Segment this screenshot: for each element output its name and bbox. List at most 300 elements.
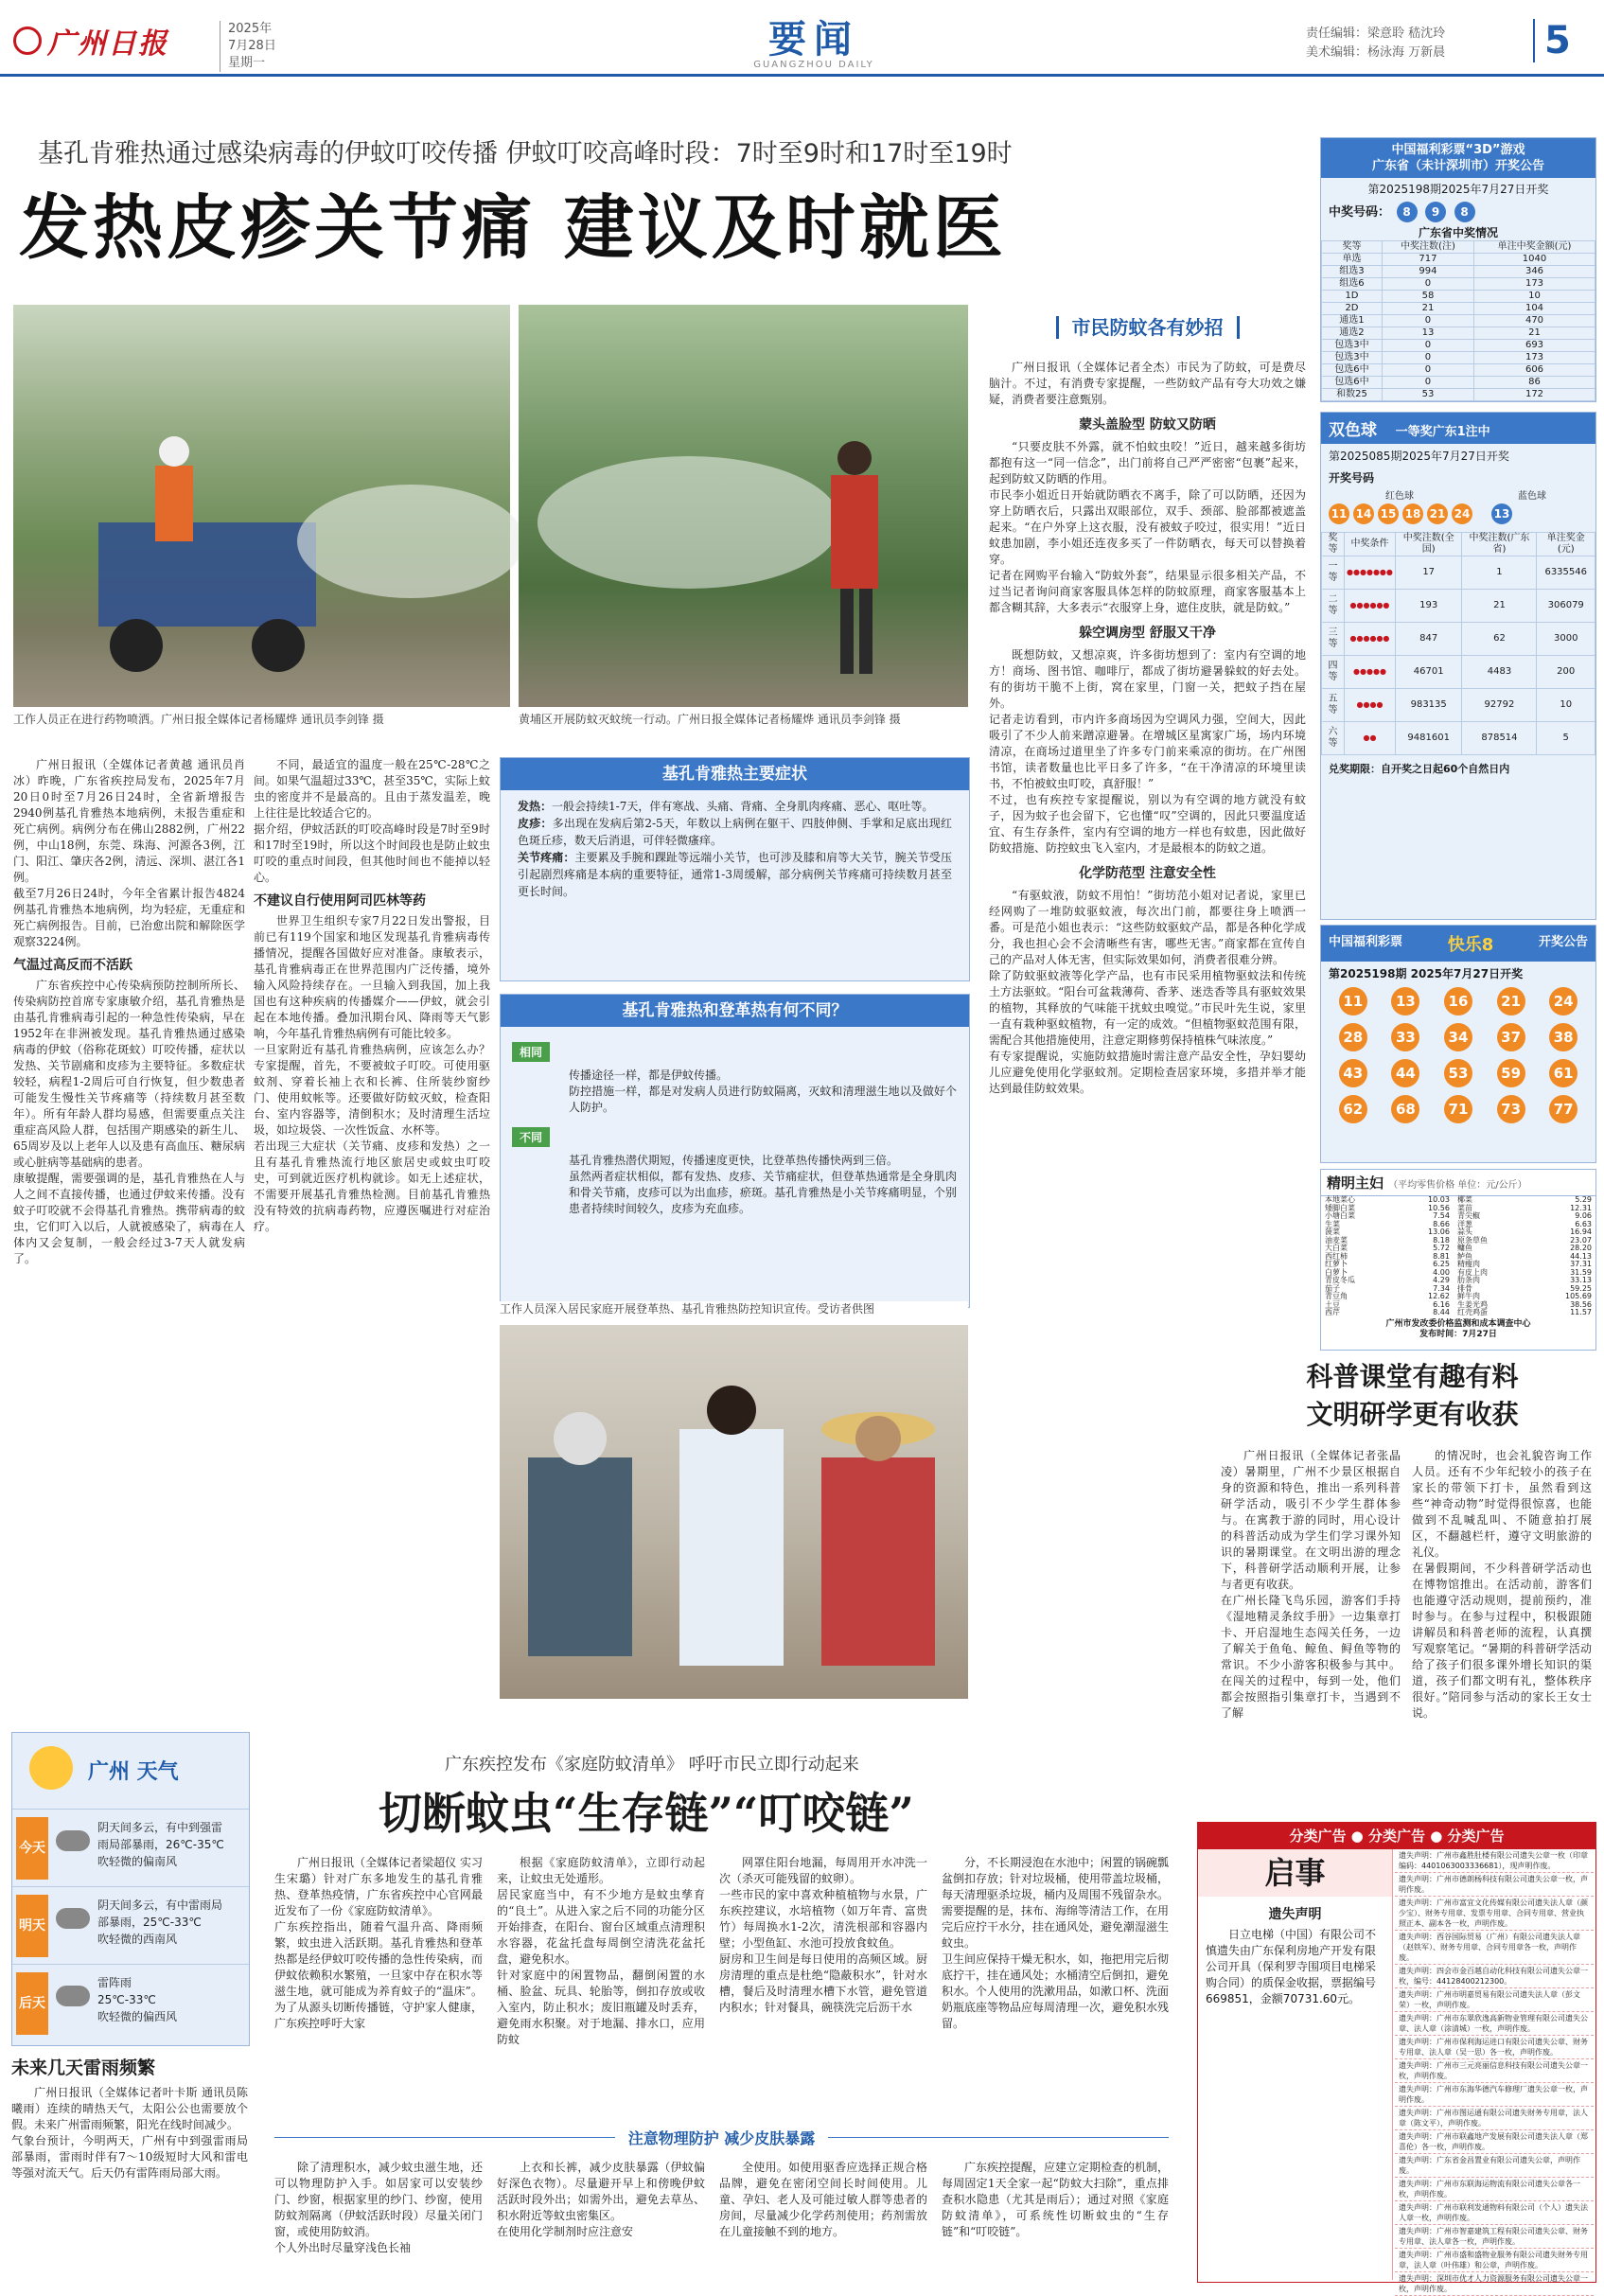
cloud-rain-icon bbox=[56, 1830, 90, 1851]
lottery-3d-cell: 717 bbox=[1382, 254, 1473, 266]
lottery-3d-cell: 994 bbox=[1382, 266, 1473, 278]
lottery-3d-cell: 2D bbox=[1322, 303, 1383, 315]
kl8-ball-cell bbox=[1485, 1095, 1538, 1123]
price-item: 红壳鸡蛋 bbox=[1456, 1308, 1488, 1316]
price-item: 西红柿 bbox=[1325, 1251, 1348, 1261]
ssq-red-ball: 14 bbox=[1353, 503, 1374, 524]
bottom-col-2: 根据《家庭防蚊清单》，立即行动起来，让蚊虫无处遁形。 居民家庭当中，有不少地方是蚊虫孳育的“良土”。从进入家之后不同的功能分区开始排查，在阳台、窗台区域重点清理积水容器，花盆托盘每周倒空清洗花盆托盘，避免积水。 针对家庭中的闲置物品，翻倒闲置的水桶、脸盆、玩具、轮胎等，倒扣存放或收入室内，防止积水；废旧瓶罐及时丢弃，避免雨水积聚。对于地漏、排水口，应用防蚊 bbox=[497, 1856, 705, 2046]
kl8-ball: 53 bbox=[1444, 1059, 1472, 1087]
price-item: 本地菜心 bbox=[1325, 1195, 1355, 1204]
price-body bbox=[1321, 1196, 1595, 1319]
ssq-balls bbox=[1321, 502, 1595, 526]
ssq-cell: ●●●● bbox=[1345, 689, 1396, 722]
weather-title bbox=[12, 1733, 249, 1809]
lottery-3d-cell: 0 bbox=[1382, 352, 1473, 364]
editor-line: 责任编辑：梁意聆 嵇沈玲 bbox=[1306, 26, 1446, 41]
article-para: 世界卫生组织专家7月22日发出警报，目前已有119个国家和地区发现基孔肯雅病毒传播情况，提醒各国做好应对准备。康敏表示，基孔肯雅病毒正在世界范围内广泛传播，境外输入风险持续存在。一旦输入到我国，加上我国也有这种疾病的传播媒介——伊蚊，就会引起在本地传播。叠加汛期台风、降雨等天气影响，今年基孔肯雅热病例有可能比较多。 一旦家附近有基孔肯雅热病例，应该怎么办？专家提醒，首先，不要被蚊子叮咬。可使用驱蚊剂、穿着长袖上衣和长裤、住所装纱窗纱门、使用蚊帐等。还要做好防蚊灭蚊，检查阳台、室内容器等，清倒积水；及时清理生活垃圾，如垃圾袋、一次性饭盒、水杯等。 若出现三大症状（关节痛、皮疹和发热）之一且有基孔肯雅热流行地区旅居史或蚊虫叮咬史，可到就近医疗机构就诊。如无上述症状，不需要开展基孔肯雅热检测。目前基孔肯雅热没有特效的抗病毒药物，应遵医嘱进行对症治疗。 bbox=[254, 914, 490, 1233]
ad-item: 遗失声明：四会市金百越自动化科技有限公司遗失公章一枚，编号：44128400212300。 bbox=[1395, 1965, 1594, 1988]
ssq-cell: 92792 bbox=[1462, 689, 1537, 722]
ssq-cell: 62 bbox=[1462, 623, 1537, 656]
weather-day-label: 明天 bbox=[16, 1895, 48, 1957]
lottery-3d-title-2: 广东省（未计深圳市）开奖公告 bbox=[1371, 159, 1544, 173]
weather-day-label: 后天 bbox=[16, 1972, 48, 2035]
kl8-ball-cell bbox=[1327, 987, 1380, 1016]
ssq-footnote: 兑奖期限：自开奖之日起60个自然日内 bbox=[1329, 763, 1510, 775]
ssq-cell: 4483 bbox=[1462, 656, 1537, 689]
lottery-3d-cell: 通选1 bbox=[1322, 315, 1383, 327]
article-para: 不同，最适宜的温度一般在25℃-28℃之间。如果气温超过33℃，甚至35℃，实际上蚊虫的密度并不是最高的。且由于蒸发温差，晚上往往是比较适合它的。 据介绍，伊蚊活跃的叮咬高峰时段是7时至9时和17时至19时，所以这个时间段也是防止蚊虫叮咬的重点时间段，但其他时间也不能掉以轻心。 bbox=[254, 758, 490, 884]
ssq-cell: 一等 bbox=[1322, 556, 1345, 590]
lottery-3d-cell: 21 bbox=[1382, 303, 1473, 315]
lottery-3d-label: 中奖号码： bbox=[1329, 205, 1391, 220]
bottom-col-4: 分，不长期浸泡在水池中；闲置的锅碗瓢盆倒扣存放；针对垃圾桶，使用带盖垃圾桶，每天清理驱杀垃圾，桶内及周围不残留杂水。需要提醒的是，抹布、海绵等清洁工作，在用完后应拧干水分，挂在通风处，避免潮湿滋生蚊虫。 卫生间应保持干燥无积水，如，拖把用完后彻底拧干，挂在通风处；水桶清空后倒扣，避免积水。个人使用的洗漱用品，如漱口杯、洗面奶瓶底座等物品应每周清理一次，避免积水残留。 bbox=[942, 1856, 1170, 2030]
lottery-3d-cell: 包选3中 bbox=[1322, 352, 1383, 364]
price-item: 菠菜 bbox=[1325, 1227, 1340, 1236]
lottery-3d-cell: 0 bbox=[1382, 315, 1473, 327]
price-footer bbox=[1321, 1319, 1595, 1340]
ssq-cell: 6335546 bbox=[1537, 556, 1595, 590]
price-item: 肋条肉 bbox=[1456, 1276, 1480, 1284]
science-col-1: 广州日报讯（全媒体记者张晶凌）暑期里，广州不少景区根据自身的资源和特色，推出一系列科普研学活动，吸引不少学生群体参与。在寓教于游的同时，用心设计的科普活动成为学生们学习课外知识的暑期课堂。在文明出游的理念下，科普研学活动顺利开展，让参与者更有收获。 在广州长隆飞鸟乐园，游客们手持《湿地精灵条纹手册》一边集章打卡、开启湿地生态闯关任务，一边了解关于鱼龟、鲸鱼、鲟鱼等物的常识。不少小游客积极参与其中。在闯关的过程中，每到一处，他们都会按照指引集章打卡，当遇到不了解 bbox=[1221, 1449, 1401, 1720]
same-tag: 相同 bbox=[512, 1042, 550, 1062]
ad-item: 遗失声明：广州市德朗杨科技有限公司遗失公章一枚，声明作废。 bbox=[1395, 1873, 1594, 1897]
weather-line: 吹轻微的偏西风 bbox=[97, 2010, 178, 2023]
symptom-text: 多出现在发病后第2-5天，年数以上病例在躯干、四肢伸侧、手掌和足底出现红色斑丘疹，数天后消退，可伴轻微瘙痒。 bbox=[518, 817, 952, 847]
kl8-ball-cell bbox=[1537, 1059, 1590, 1087]
ssq-header-cell: 单注奖金(元) bbox=[1537, 533, 1595, 556]
kl8-ball: 21 bbox=[1497, 987, 1525, 1016]
price-item: 椰菜 bbox=[1456, 1195, 1472, 1204]
science-headline-line1: 科普课堂有趣有料 bbox=[1306, 1361, 1519, 1392]
price-item: 土豆 bbox=[1325, 1299, 1340, 1309]
ads-notice-title: 遗失声明 bbox=[1268, 1907, 1322, 1922]
lottery-ssq bbox=[1320, 412, 1596, 920]
kl8-ball: 43 bbox=[1339, 1059, 1367, 1087]
price-item: 青豆角 bbox=[1325, 1292, 1348, 1300]
price-value: 105.69 bbox=[1565, 1292, 1592, 1300]
ssq-title-sub: 一等奖广东1注中 bbox=[1395, 425, 1490, 439]
lottery-3d-cell: 470 bbox=[1474, 315, 1595, 327]
ad-item: 遗失声明：广州市鑫胜肚楼有限公司遗失公章一枚（印章编码：4401063003336681），现声明作废。 bbox=[1395, 1849, 1594, 1873]
lottery-3d-cell: 通选2 bbox=[1322, 327, 1383, 340]
kl8-ball-cell bbox=[1537, 987, 1590, 1016]
lottery-3d-cell: 104 bbox=[1474, 303, 1595, 315]
kl8-ball: 37 bbox=[1497, 1023, 1525, 1051]
photo-spraying-scene bbox=[13, 305, 510, 707]
kl8-ball: 62 bbox=[1339, 1095, 1367, 1123]
weather-day-row bbox=[12, 1964, 249, 2042]
kl8-ball-cell bbox=[1380, 1095, 1433, 1123]
price-value: 23.07 bbox=[1570, 1235, 1592, 1245]
science-headline-line2: 文明研学更有收获 bbox=[1306, 1399, 1519, 1430]
section-en: GUANGZHOU DAILY bbox=[753, 60, 874, 70]
price-value: 8.66 bbox=[1433, 1219, 1450, 1228]
ssq-label: 开奖号码 bbox=[1329, 471, 1375, 485]
price-item: 鲈鱼 bbox=[1456, 1251, 1472, 1261]
science-col-2: 的情况时，也会礼貌咨询工作人员。还有不少年纪较小的孩子在家长的带领下打卡，虽然看到这些“神奇动物”时觉得很惊喜，也能做到不乱喊乱叫、不随意拍打展区，不翻越栏杆，遵守文明旅游的礼仪。 在暑假期间，不少科普研学活动也在博物馆推出。在活动前，游客们也能遵守活动规则，提前预约，准时参与。在参与过程中，积极跟随讲解员和科普老师的流程，认真撰写观察笔记。“暑期的科普研学活动给了孩子们很多课外增长知识的渠道，孩子们都文明有礼，整体秩序很好。”陪同参与活动的家长王女士说。 bbox=[1412, 1449, 1592, 1720]
ssq-cell: ●●●●●● bbox=[1345, 590, 1396, 623]
price-value: 10.56 bbox=[1428, 1203, 1450, 1212]
diff-tag: 不同 bbox=[512, 1127, 550, 1147]
ssq-cell: 21 bbox=[1462, 590, 1537, 623]
lottery-3d-header-row bbox=[1322, 241, 1595, 254]
lottery-3d-cell: 0 bbox=[1382, 364, 1473, 377]
ssq-cell: 五等 bbox=[1322, 689, 1345, 722]
weather-line: 部暴雨，25℃-33℃ bbox=[97, 1916, 202, 1929]
lead-headline: 发热皮疹关节痛 建议及时就医 bbox=[19, 187, 1007, 269]
bottom-b2-col-3: 全使用。如使用驱香应选择正规合格品牌，避免在密闭空间长时间使用。儿童、孕妇、老人及可能过敏人群等患者的房间，尽量减少化学药剂使用；药剂需放在儿童接触不到的地方。 bbox=[719, 2161, 927, 2238]
ssq-cell: 847 bbox=[1395, 623, 1462, 656]
weather-line: 吹轻微的偏南风 bbox=[97, 1855, 178, 1868]
symptom-label: 皮疹： bbox=[518, 817, 553, 830]
price-value: 31.59 bbox=[1570, 1267, 1592, 1277]
section-name: 要闻 bbox=[768, 17, 859, 62]
lottery-3d-cell: 346 bbox=[1474, 266, 1595, 278]
weather-line: 阴天间多云，有中雷雨局 bbox=[97, 1899, 223, 1912]
price-item: 小塘白菜 bbox=[1325, 1211, 1355, 1220]
ssq-cell: ●● bbox=[1345, 722, 1396, 755]
lottery-3d-cell: 606 bbox=[1474, 364, 1595, 377]
ssq-row bbox=[1322, 623, 1595, 656]
bottom-b2-col-1: 除了清理积水，减少蚊虫滋生地，还可以物理防护入手。如居家可以安装纱门、纱窗，根据家里的纱门、纱窗，使用防蚊剂隔离（伊蚊活跃时段）尽量关闭门窗，或使用防蚊消。 个人外出时尽量穿浅色长袖 bbox=[274, 2161, 483, 2254]
lottery-3d-header-cell: 奖等 bbox=[1322, 241, 1383, 254]
science-headline bbox=[1230, 1358, 1595, 1434]
ssq-cell: 六等 bbox=[1322, 722, 1345, 755]
lottery-3d-cell: 0 bbox=[1382, 377, 1473, 389]
kl8-ball: 71 bbox=[1444, 1095, 1472, 1123]
kl8-ball-cell bbox=[1327, 1095, 1380, 1123]
photo-fogging-scene bbox=[519, 305, 968, 707]
kl8-ball-cell bbox=[1537, 1023, 1590, 1051]
price-value: 28.20 bbox=[1570, 1244, 1592, 1252]
ad-item: 遗失声明：深圳市优才人力资源服务有限公司遗失公章一枚，声明作废。 bbox=[1395, 2272, 1594, 2296]
ad-item: 遗失声明：广州市智嘉建筑工程有限公司遗失公章、财务专用章、法人章各一枚，声明作废。 bbox=[1395, 2225, 1594, 2249]
kl8-ball: 77 bbox=[1549, 1095, 1578, 1123]
section-title bbox=[719, 9, 908, 70]
ssq-cell: ●●●●●●● bbox=[1345, 556, 1396, 590]
price-value: 7.34 bbox=[1433, 1283, 1450, 1293]
kl8-ball: 61 bbox=[1549, 1059, 1578, 1087]
kl8-ball: 13 bbox=[1391, 987, 1419, 1016]
issue-date bbox=[220, 21, 276, 72]
ad-item: 遗失声明：广州市联鑫地产发展有限公司遗失法人章（郑喜伦）各一枚，声明作废。 bbox=[1395, 2130, 1594, 2154]
photo-community-scene bbox=[500, 1325, 968, 1699]
weather-title-text: 广州 天气 bbox=[88, 1760, 179, 1784]
lottery-3d-cell: 和数25 bbox=[1322, 389, 1383, 401]
lottery-3d-header-cell: 中奖注数(注) bbox=[1382, 241, 1473, 254]
price-value: 59.25 bbox=[1570, 1283, 1592, 1293]
price-item: 生菜 bbox=[1325, 1219, 1340, 1228]
symptom-text: 一般会持续1-7天，伴有寒战、头痛、背痛、全身肌肉疼痛、恶心、呕吐等。 bbox=[552, 800, 934, 813]
price-item: 有皮上肉 bbox=[1456, 1267, 1488, 1277]
bottom-col-3: 网罩住阳台地漏，每周用开水冲洗一次（杀灭可能残留的蚊卵）。 一些市民的家中喜欢种植植物与水景，广东疾控建议，水培植物（如万年青、富贵竹）每周换水1-2次，清洗根部和容器内壁；小型鱼缸、水池可投放食蚊鱼。 厨房和卫生间是每日使用的高频区域。厨房清理的重点是杜绝“隐蔽积水”，针对水槽，餐后及时清理水槽下水管，避免管道内积水；针对餐具，碗筷洗完后沥干水 bbox=[719, 1856, 927, 2014]
price-value: 8.44 bbox=[1433, 1308, 1450, 1316]
ssq-row bbox=[1322, 656, 1595, 689]
weather-forecast bbox=[11, 2054, 248, 2288]
compare-box bbox=[500, 994, 970, 1308]
bottom-banner-2 bbox=[274, 2129, 1169, 2160]
lottery-3d-cell: 组选3 bbox=[1322, 266, 1383, 278]
price-value: 9.06 bbox=[1575, 1211, 1592, 1220]
tips-para: 既想防蚊，又想凉爽，许多街坊想到了：室内有空调的地方！商场、图书馆、咖啡厅，都成了街坊避暑躲蚊的好去处。有的街坊干脆不上街，窝在家里，门窗一关，把蚊子挡在屋外。 记者走访看到，市内许多商场因为空调风力强，空间大，因此吸引了不少人前来蹭凉避暑。在增城区星寓家广场，场内环境清凉，在商场过道里坐了许多专门前来乘凉的街坊。在广州图书馆，读者数量也比平日多了许多，“在干净清凉的环境里读书，不怕被蚊虫叮咬，真舒服！” 不过，也有疾控专家提醒说，别以为有空调的地方就没有蚊子，因为蚊子也会留下，它也懂“叹”空调的，因此只要温度适宜、有生存条件，室内有空调的地方一样也有蚊患，因此做好防蚊措施、防控蚊虫飞入室内，才是最根本的防蚊之道。 bbox=[989, 648, 1306, 855]
lottery-3d-table bbox=[1321, 240, 1595, 401]
kl8-ball-cell bbox=[1432, 1095, 1485, 1123]
lead-subhead: 基孔肯雅热通过感染病毒的伊蚊叮咬传播 伊蚊叮咬高峰时段：7时至9时和17时至19时 bbox=[38, 139, 1013, 168]
price-item: 原条草鱼 bbox=[1456, 1235, 1488, 1245]
ssq-cell: ●●●●● bbox=[1345, 656, 1396, 689]
ssq-issue: 第2025085期2025年7月27日开奖 bbox=[1329, 450, 1509, 463]
symptoms-box-title: 基孔肯雅热主要症状 bbox=[501, 758, 969, 790]
price-item: 生姜光鸡 bbox=[1456, 1299, 1488, 1309]
price-item: 鳙鱼 bbox=[1456, 1244, 1472, 1252]
lottery-3d-cell: 组选6 bbox=[1322, 278, 1383, 291]
lottery-3d-cell: 693 bbox=[1474, 340, 1595, 352]
kl8-ball-cell bbox=[1327, 1059, 1380, 1087]
kl8-ball-cell bbox=[1432, 1023, 1485, 1051]
ssq-title bbox=[1321, 413, 1595, 444]
symptoms-body bbox=[501, 790, 969, 908]
date-day: 7月28日 bbox=[228, 39, 276, 53]
ad-item: 遗失声明：广州市东海华德汽车修理厂遗失公章一枚，声明作废。 bbox=[1395, 2083, 1594, 2107]
kl8-ball: 24 bbox=[1549, 987, 1578, 1016]
bottom-b2-col-2: 上衣和长裤，减少皮肤暴露（伊蚊偏好深色衣物）。尽量避开早上和傍晚伊蚊活跃时段外出；如需外出，避免去草丛、积水附近等蚊虫密集区。 在使用化学制剂时应注意安 bbox=[497, 2161, 705, 2238]
ssq-row bbox=[1322, 590, 1595, 623]
article-subhead: 不建议自行使用阿司匹林等药 bbox=[254, 893, 426, 909]
lottery-3d-cell: 13 bbox=[1382, 327, 1473, 340]
kl8-title bbox=[1321, 926, 1595, 962]
weather-day-row bbox=[12, 1886, 249, 1965]
kl8-ball-cell bbox=[1485, 987, 1538, 1016]
price-value: 38.56 bbox=[1570, 1299, 1592, 1309]
ssq-table bbox=[1321, 532, 1595, 755]
lottery-3d-cell: 172 bbox=[1474, 389, 1595, 401]
kl8-ball-cell bbox=[1380, 987, 1433, 1016]
bottom-banner-2-text: 注意物理防护 减少皮肤暴露 bbox=[615, 2129, 829, 2147]
ads-notice-text: 日立电梯（中国）有限公司不慎遗失由广东保利房地产开发有限公司开具（保利罗寺围项目电梯采购合同）的质保金收据，票据编号669851，金额70731.60元。 bbox=[1206, 1928, 1377, 2005]
price-value: 12.31 bbox=[1570, 1203, 1592, 1212]
price-value: 5.29 bbox=[1575, 1195, 1592, 1204]
ssq-cell: 193 bbox=[1395, 590, 1462, 623]
article-col-2 bbox=[254, 757, 490, 1860]
price-item: 矮脚白菜 bbox=[1325, 1203, 1355, 1212]
symptom-rash bbox=[518, 815, 952, 849]
ssq-cell: 10 bbox=[1537, 689, 1595, 722]
kl8-ball: 44 bbox=[1391, 1059, 1419, 1087]
symptom-fever bbox=[518, 798, 952, 815]
price-item: 排骨 bbox=[1456, 1283, 1472, 1293]
ssq-title-main: 双色球 bbox=[1329, 421, 1377, 440]
lottery-3d-cell: 86 bbox=[1474, 377, 1595, 389]
lottery-3d-title-1: 中国福利彩票“3D”游戏 bbox=[1391, 143, 1525, 157]
lottery-3d-row bbox=[1322, 254, 1595, 266]
tips-para: “只要皮肤不外露，就不怕蚊虫咬！”近日，越来越多街坊都抱有这一“同一信念”，出门前将自己严严密密“包裹”起来，起到防蚊又防晒的作用。 市民李小姐近日开始就防晒衣不离手，除了可以防晒，还因为穿上防晒衣后，只露出双眼部位，双手、颈部、脸部都被遮盖起来。“在户外穿上这衣服，没有被蚊子咬过，很实用！”近日蚊患加剧，李小姐还连夜多买了一件防晒衣，每天可以替换着穿。 记者在网购平台输入“防蚊外套”，结果显示很多相关产品，不过当记者询问商家客服具体怎样的防蚊原理，商家客服基本上都含糊其辞，大多表示“衣服穿上身，遮住皮肤，就是防蚊。” bbox=[989, 440, 1306, 614]
article-subhead: 气温过高反而不活跃 bbox=[13, 958, 132, 973]
tips-banner bbox=[989, 312, 1306, 350]
lottery-3d-header-cell: 单注中奖金额(元) bbox=[1474, 241, 1595, 254]
ssq-cell: 四等 bbox=[1322, 656, 1345, 689]
ssq-header-cell: 奖等 bbox=[1322, 533, 1345, 556]
price-value: 8.18 bbox=[1433, 1235, 1450, 1245]
diff-section bbox=[512, 1127, 957, 1217]
page-number: 5 bbox=[1533, 19, 1571, 62]
article-lead-para: 广州日报讯（全媒体记者黄越 通讯员肖冰）昨晚，广东省疾控局发布，2025年7月20日0时至7月26日24时，全省新增报告2940例基孔肯雅热本地病例，未报告重症和死亡病例。病例分布在佛山2882例，广州22例，中山18例，东莞、珠海、河源各3例，江门、阳江、肇庆各2例，清远、深圳、湛江各1例。 截至7月26日24时，今年全省累计报告4824例基孔肯雅热本地病例，均为轻症，无重症和死亡病例报告。目前，已治愈出院和解除医学观察3224例。 bbox=[13, 758, 245, 948]
price-value: 6.16 bbox=[1433, 1299, 1450, 1309]
price-value: 5.72 bbox=[1433, 1244, 1450, 1252]
lottery-3d-cell: 包选3中 bbox=[1322, 340, 1383, 352]
bottom-subhead: 广东疾控发布《家庭防蚊清单》 呼吁市民立即行动起来 bbox=[445, 1755, 859, 1775]
ssq-cell: 三等 bbox=[1322, 623, 1345, 656]
paper-name: 广州日报 bbox=[47, 27, 168, 61]
same-section bbox=[512, 1042, 957, 1116]
price-table bbox=[1320, 1169, 1596, 1351]
kl8-ball: 73 bbox=[1497, 1095, 1525, 1123]
kl8-title-left: 中国福利彩票 bbox=[1329, 935, 1403, 949]
ssq-cell: 983135 bbox=[1395, 689, 1462, 722]
editor-line: 美术编辑：杨泳海 万新晨 bbox=[1306, 45, 1446, 60]
lottery-3d-cell: 单选 bbox=[1322, 254, 1383, 266]
ssq-cell: 17 bbox=[1395, 556, 1462, 590]
price-value: 33.13 bbox=[1570, 1276, 1592, 1284]
price-value: 6.63 bbox=[1575, 1219, 1592, 1228]
tips-subhead: 躲空调房型 舒服又干净 bbox=[1079, 626, 1216, 641]
ssq-cell: 二等 bbox=[1322, 590, 1345, 623]
symptom-label: 发热： bbox=[518, 800, 553, 813]
ad-item: 遗失声明：广州市图运通有限公司遗失财务专用章，法人章（陈文平），声明作废。 bbox=[1395, 2107, 1594, 2130]
price-item: 油麦菜 bbox=[1325, 1235, 1348, 1245]
ssq-red-ball: 11 bbox=[1329, 503, 1349, 524]
price-value: 7.54 bbox=[1433, 1211, 1450, 1220]
lottery-kl8 bbox=[1320, 925, 1596, 1163]
kl8-ball-cell bbox=[1327, 1023, 1380, 1051]
lottery-ball: 9 bbox=[1425, 202, 1446, 222]
kl8-balls bbox=[1321, 985, 1595, 1125]
ssq-header-cell: 中奖注数(广东省) bbox=[1462, 533, 1537, 556]
kl8-ball-cell bbox=[1485, 1023, 1538, 1051]
price-value: 16.94 bbox=[1570, 1227, 1592, 1236]
kl8-ball-cell bbox=[1432, 1059, 1485, 1087]
symptoms-box bbox=[500, 757, 970, 981]
ssq-red-ball: 18 bbox=[1402, 503, 1423, 524]
ssq-cell: 9481601 bbox=[1395, 722, 1462, 755]
lottery-3d-cell: 包选6中 bbox=[1322, 377, 1383, 389]
header-rule bbox=[0, 74, 1604, 77]
lottery-3d-row bbox=[1322, 377, 1595, 389]
lottery-3d-row bbox=[1322, 389, 1595, 401]
price-item: 青皮冬瓜 bbox=[1325, 1276, 1355, 1284]
photo-caption-right: 黄埔区开展防蚊灭蚊统一行动。广州日报全媒体记者杨耀烨 通讯员李剑锋 摄 bbox=[519, 713, 901, 726]
kl8-ball: 33 bbox=[1391, 1023, 1419, 1051]
ssq-header-row bbox=[1322, 533, 1595, 556]
ad-item: 遗失声明：广州市保利海运进口有限公司遗失公章、财务专用章、法人章（吴一思）各一枚，声明作废。 bbox=[1395, 2036, 1594, 2059]
lottery-3d-row bbox=[1322, 291, 1595, 303]
cloud-rain-icon bbox=[56, 1908, 90, 1929]
price-item: 红萝卜 bbox=[1325, 1260, 1348, 1268]
kl8-title-right: 开奖公告 bbox=[1538, 935, 1588, 949]
ads-banner: 分类广告 ● 分类广告 ● 分类广告 bbox=[1198, 1823, 1595, 1849]
bottom-b2-col-4: 广东疾控提醒，应建立定期检查的机制，每周固定1天全家一起“防蚊大扫除”，重点排查积水隐患（尤其是雨后）；通过对照《家庭防蚊清单》，可系统性切断蚊虫的“生存链”和“叮咬链”。 bbox=[942, 2161, 1170, 2238]
date-weekday: 星期一 bbox=[228, 56, 266, 70]
kl8-logo: 快乐8 bbox=[1447, 935, 1494, 955]
price-value: 37.31 bbox=[1570, 1260, 1592, 1268]
kl8-ball-cell bbox=[1380, 1023, 1433, 1051]
lottery-3d bbox=[1320, 137, 1596, 402]
weather-day-text bbox=[97, 1897, 222, 1948]
weather-forecast-head: 未来几天雷雨频繁 bbox=[11, 2058, 156, 2078]
lottery-3d-row bbox=[1322, 340, 1595, 352]
lottery-3d-row bbox=[1322, 327, 1595, 340]
ad-item: 遗失声明：广州市明嘉贸易有限公司遗失法人章（彭文荣）一枚，声明作废。 bbox=[1395, 1988, 1594, 2012]
price-value: 11.57 bbox=[1570, 1308, 1592, 1316]
lottery-3d-cell: 10 bbox=[1474, 291, 1595, 303]
lottery-3d-row bbox=[1322, 364, 1595, 377]
bottom-col-1: 广州日报讯（全媒体记者梁超仪 实习生宋璐）针对广东多地发生的基孔肯雅热、登革热疫情，广东省疾控中心官网最近发布了一份《家庭防蚊清单》。 广东疾控指出，随着气温升高、降雨频繁，蚊虫进入活跃期。基孔肯雅热和登革热都是经伊蚊叮咬传播的急性传染病，而伊蚊依赖积水繁殖，一旦家中存在积水等滋生地，就可能成为养育蚊子的“温床”。为了从源头切断传播链，守护家人健康，广东疾控呼吁大家 bbox=[274, 1856, 483, 2030]
ssq-cell: 306079 bbox=[1537, 590, 1595, 623]
weather-line: 阴天间多云，有中到强雷 bbox=[97, 1821, 223, 1834]
lottery-3d-cell: 包选6中 bbox=[1322, 364, 1383, 377]
symptom-text: 主要累及手腕和踝趾等远端小关节，也可涉及膝和肩等大关节，腕关节受压引起剧烈疼痛是本病的重要特征，通常1-3周缓解，部分病例关节疼痛可持续数月甚至更长时间。 bbox=[518, 851, 952, 898]
kl8-ball: 28 bbox=[1339, 1023, 1367, 1051]
weather-line: 25℃-33℃ bbox=[97, 1993, 156, 2006]
lottery-3d-cell: 1D bbox=[1322, 291, 1383, 303]
price-value: 6.25 bbox=[1433, 1260, 1450, 1268]
lottery-3d-row bbox=[1322, 266, 1595, 278]
tips-intro: 广州日报讯（全媒体记者全杰）市民为了防蚊，可是费尽脑汁。不过，有消费专家提醒，一些防蚊产品有夸大功效之嫌疑，消费者要注意甄别。 bbox=[989, 361, 1306, 406]
ssq-red-ball: 15 bbox=[1378, 503, 1399, 524]
photo-caption-community-visible: 工作人员深入居民家庭开展登革热、基孔肯雅热防控知识宣传。受访者供图 bbox=[500, 1301, 968, 1317]
ad-item: 遗失声明：西谷国际贸易（广州）有限公司遗失法人章（赵铁军）、财务专用章、合同专用章各一枚，声明作废。 bbox=[1395, 1931, 1594, 1965]
kl8-ball: 68 bbox=[1391, 1095, 1419, 1123]
ssq-red-label: 红色球 bbox=[1385, 491, 1414, 502]
weather-day-label: 今天 bbox=[16, 1817, 48, 1880]
masthead-logo bbox=[13, 17, 207, 64]
price-value: 12.62 bbox=[1428, 1292, 1450, 1300]
ads-notice-column bbox=[1198, 1849, 1393, 2280]
lottery-3d-cell: 53 bbox=[1382, 389, 1473, 401]
ssq-cell: 878514 bbox=[1462, 722, 1537, 755]
symptom-joint bbox=[518, 849, 952, 900]
price-item: 西芹 bbox=[1325, 1308, 1340, 1316]
lottery-3d-row bbox=[1322, 278, 1595, 291]
weather-day-text bbox=[97, 1974, 177, 2025]
lottery-3d-cell: 1040 bbox=[1474, 254, 1595, 266]
weather-line: 雷阵雨 bbox=[97, 1976, 132, 1989]
ads-title: 启事 bbox=[1198, 1849, 1392, 1897]
weather-forecast-text: 广州日报讯（全媒体记者叶卡斯 通讯员陈曦雨）连续的晴热天气，太阳公公也需要放个假。未来广州雷雨频繁，阳光在线时间减少。 气象台预计，今明两天，广州有中到强雷雨局部暴雨，雷雨时伴有7～10级短时大风和雷电等强对流天气。后天仍有雷阵雨局部大雨。 bbox=[11, 2086, 248, 2180]
price-item: 菜苗 bbox=[1456, 1203, 1472, 1212]
cloud-rain-icon bbox=[56, 1986, 90, 2006]
price-row bbox=[1321, 1309, 1595, 1317]
price-item: 精瘦肉 bbox=[1456, 1260, 1480, 1268]
ad-item: 遗失声明：广东省金昌置业有限公司遗失公章，声明作废。 bbox=[1395, 2154, 1594, 2178]
tips-para: “有驱蚊液，防蚊不用怕！”街坊范小姐对记者说，家里已经网购了一堆防蚊驱蚊液，每次出门前，都要往身上喷洒一番。可是范小姐也表示：“这些防蚊驱蚊产品，都是各种化学成分，我也担心会不会清晰些有害，哪些无害。”商家都在宣传自己的产品对人体无害，但实际效果如何，消费者很难分辨。 除了防蚊驱蚊液等化学产品，也有市民采用植物驱蚊法和传统土方法驱蚊。“阳台可盆栽薄荷、香茅、迷迭香等具有驱蚊效果的植物，其释放的气味能干扰蚊虫嗅觉。”市民叶先生说，家里一直有栽种驱蚊植物，有一定的成效。“但植物驱蚊范围有限，需配合其他措施使用，注意定期修剪保持植株气味浓度。” 有专家提醒说，实施防蚊措施时需注意产品安全性，孕妇婴幼儿应避免使用化学驱蚊剂。定期检查居家环境，多措并举才能达到最佳防蚊效果。 bbox=[989, 889, 1306, 1095]
lottery-3d-cell: 0 bbox=[1382, 278, 1473, 291]
bottom-headline: 切断蚊虫“生存链”“叮咬链” bbox=[379, 1788, 914, 1839]
price-value: 10.03 bbox=[1428, 1195, 1450, 1204]
sun-icon bbox=[29, 1746, 73, 1790]
symptom-label: 关节疼痛： bbox=[518, 851, 575, 864]
ssq-cell: 5 bbox=[1537, 722, 1595, 755]
photo-caption-left: 工作人员正在进行药物喷洒。广州日报全媒体记者杨耀烨 通讯员李剑锋 摄 bbox=[13, 713, 384, 726]
price-title: 精明主妇 bbox=[1327, 1174, 1384, 1192]
ad-item: 遗失声明：广州市盛和盛物业服务有限公司遗失财务专用章，法人章（叶伟雄）和公章，声明作废。 bbox=[1395, 2249, 1594, 2272]
compare-box-title: 基孔肯雅热和登革热有何不同？ bbox=[501, 995, 969, 1027]
lottery-ball: 8 bbox=[1454, 202, 1475, 222]
date-year: 2025年 bbox=[228, 22, 273, 36]
kl8-issue: 第2025198期 2025年7月27日开奖 bbox=[1329, 967, 1524, 980]
lottery-3d-row bbox=[1322, 315, 1595, 327]
kl8-ball-cell bbox=[1380, 1059, 1433, 1087]
ssq-cell: 46701 bbox=[1395, 656, 1462, 689]
